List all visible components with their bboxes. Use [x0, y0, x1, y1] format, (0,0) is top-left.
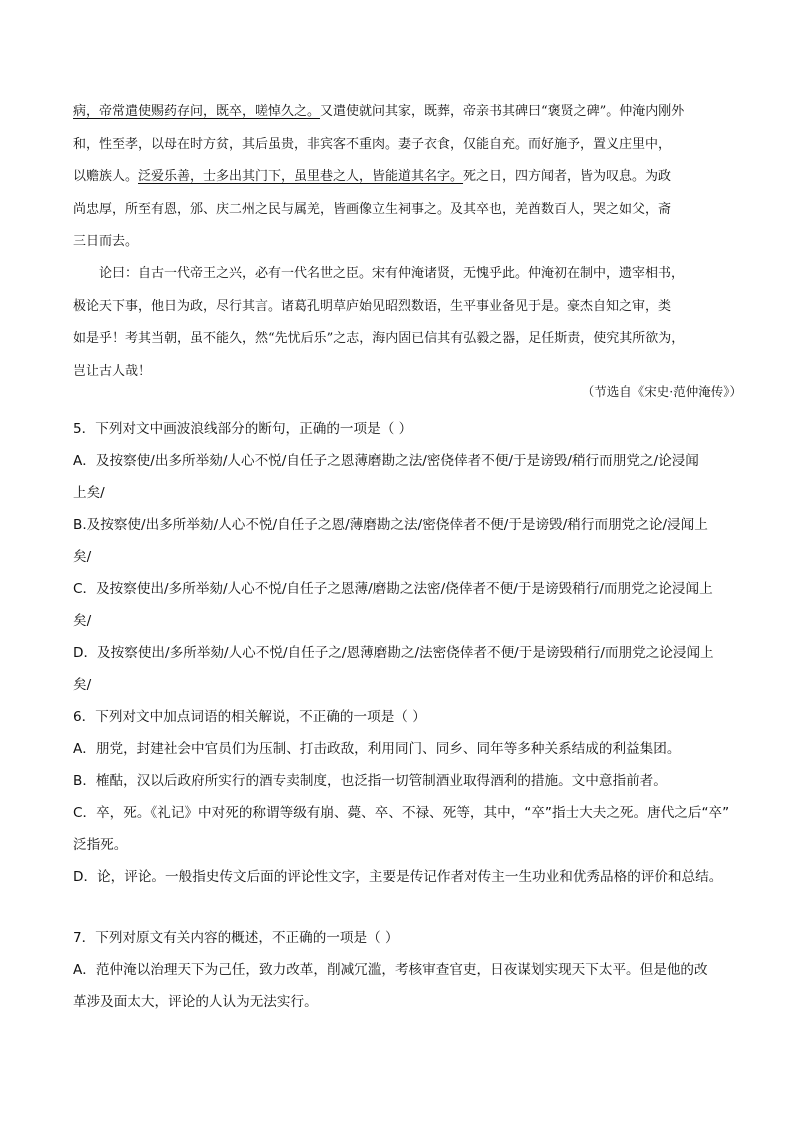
- option-c-cont: 泛指死。: [73, 837, 128, 853]
- source-citation: （节选自《宋史·范仲淹传》）: [581, 384, 742, 399]
- option-a-cont: 上矣/: [73, 485, 105, 501]
- option-d-cont: 矣/: [73, 677, 92, 693]
- passage-line: 极论天下事，他日为政，尽行其言。诸葛孔明草庐始见昭烈数语，生平事业备见于是。豪杰自知之审，类: [73, 298, 672, 314]
- option-d: D．及按察使出/多所举劾/人心不悦/自任子之/恩薄磨勘之/法密侥倖者不便/于是谤毁稍行/而朋党之论浸闻上: [73, 645, 714, 661]
- passage-text: 以赡族人。: [73, 169, 139, 184]
- passage-line: 尚忠厚，所至有恩，邠、庆二州之民与属羌，皆画像立生祠事之。及其卒也，羌酋数百人，哭之如父，斋: [73, 201, 672, 217]
- option-c: C．卒，死。《礼记》中对死的称谓等级有崩、薨、卒、不禄、死等，其中，“卒”指士大夫之死。唐代之后“卒”: [73, 805, 730, 821]
- question-stem: 7．下列对原文有关内容的概述，不正确的一项是（ ）: [73, 930, 399, 946]
- passage-line: [73, 161, 723, 194]
- underlined-text: 泛爱乐善，士多出其门下，虽里巷之人，皆能道其名字。: [138, 169, 464, 184]
- question-stem: 6．下列对文中加点词语的相关解说，不正确的一项是（ ）: [73, 709, 426, 725]
- option-a: A．朋党，封建社会中官员们为压制、打击政敌，利用同门、同乡、同年等多种关系结成的利益集团。: [73, 741, 681, 757]
- passage-line: 和，性至孝，以母在时方贫，其后虽贵，非宾客不重肉。妻子衣食，仅能自充。而好施予，置义庄里中，: [73, 136, 672, 152]
- option-c-cont: 矣/: [73, 613, 92, 629]
- question-5: [73, 413, 733, 701]
- option-b: B.及按察使/出多所举劾/人心不悦/自任子之恩/薄磨勘之法/密侥倖者不便/于是谤毁/稍行而朋党之论/浸闻上: [73, 517, 708, 533]
- underlined-text: 病，帝常遣使赐药存问，既卒，嗟悼久之。: [73, 104, 321, 119]
- passage-text: 又遣使就问其家，既葬，帝亲书其碑曰“褒贤之碑”。仲淹内刚外: [320, 104, 685, 119]
- option-b: B．榷酤，汉以后政府所实行的酒专卖制度，也泛指一切管制酒业取得酒利的措施。文中意指前者。: [73, 773, 667, 789]
- option-a: A．范仲淹以治理天下为己任，致力改革，削减冗滥，考核审查官吏，日夜谋划实现天下太平。但是他的改: [73, 962, 708, 978]
- passage-commentary: [73, 258, 723, 388]
- passage-line: 如是乎！考其当朝，虽不能久，然“先忧后乐”之志，海内固已信其有弘毅之器，足任斯责，使究其所欲为，: [73, 331, 685, 346]
- passage-line: 岂让古人哉！: [73, 363, 152, 379]
- question-6: [73, 701, 733, 893]
- option-a: A．及按察使/出多所举劾/人心不悦/自任子之恩薄磨勘之法/密侥倖者不便/于是谤毁/稍行而朋党之/论浸闻: [73, 453, 699, 469]
- option-c: C．及按察使出/多所举劾/人心不悦/自任子之恩薄/磨勘之法密/侥倖者不便/于是谤毁稍行/而朋党之论浸闻上: [73, 581, 713, 597]
- passage-line: 论曰：自古一代帝王之兴，必有一代名世之臣。宋有仲淹诸贤，无愧乎此。仲淹初在制中，遗宰相书，: [99, 266, 685, 281]
- passage-paragraph-1: [73, 96, 723, 259]
- option-d: D．论，评论。一般指史传文后面的评论性文字，主要是传记作者对传主一生功业和优秀品格的评价和总结。: [73, 869, 723, 885]
- option-b-cont: 矣/: [73, 549, 92, 565]
- passage-text: 死之日，四方闻者，皆为叹息。为政: [463, 169, 672, 184]
- option-a-cont: 革涉及面太大，评论的人认为无法实行。: [73, 994, 318, 1010]
- question-stem: 5．下列对文中画波浪线部分的断句，正确的一项是（ ）: [73, 421, 413, 437]
- passage-line: 三日而去。: [73, 234, 139, 249]
- question-7: [73, 922, 733, 1018]
- passage-line: [73, 96, 723, 129]
